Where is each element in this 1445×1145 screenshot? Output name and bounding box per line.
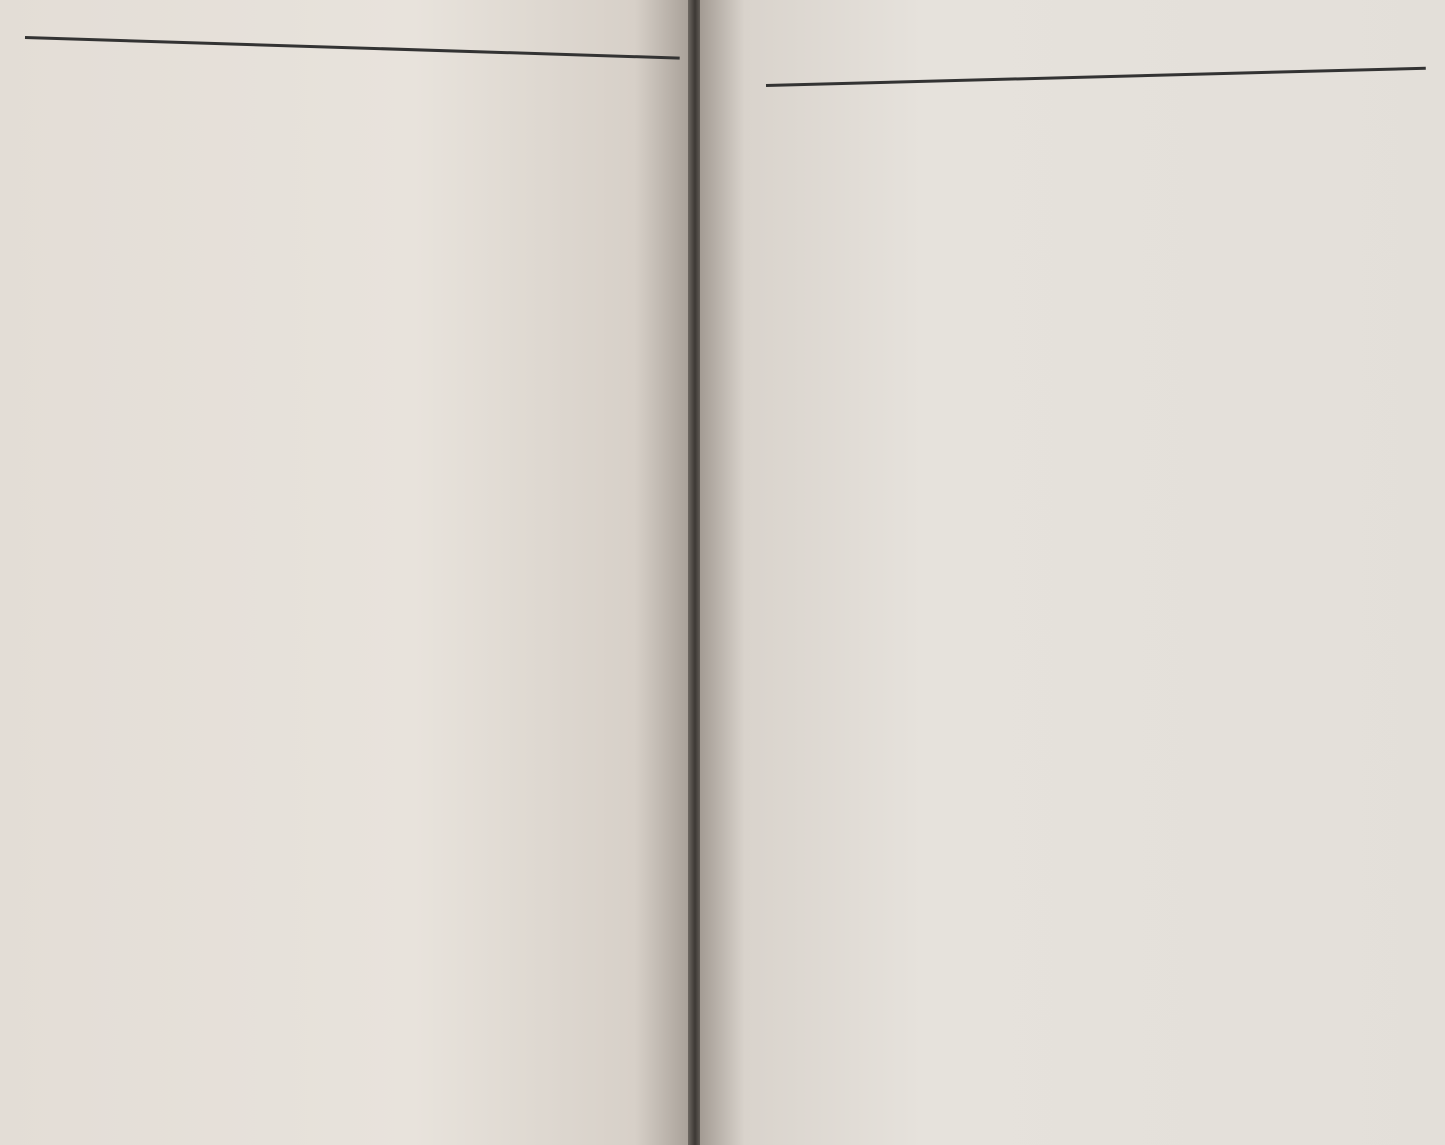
left-head-rule	[25, 36, 680, 60]
right-page	[700, 0, 1445, 1145]
left-page	[0, 0, 690, 1145]
left-toc-column	[18, 60, 643, 77]
right-head-rule	[766, 67, 1426, 87]
